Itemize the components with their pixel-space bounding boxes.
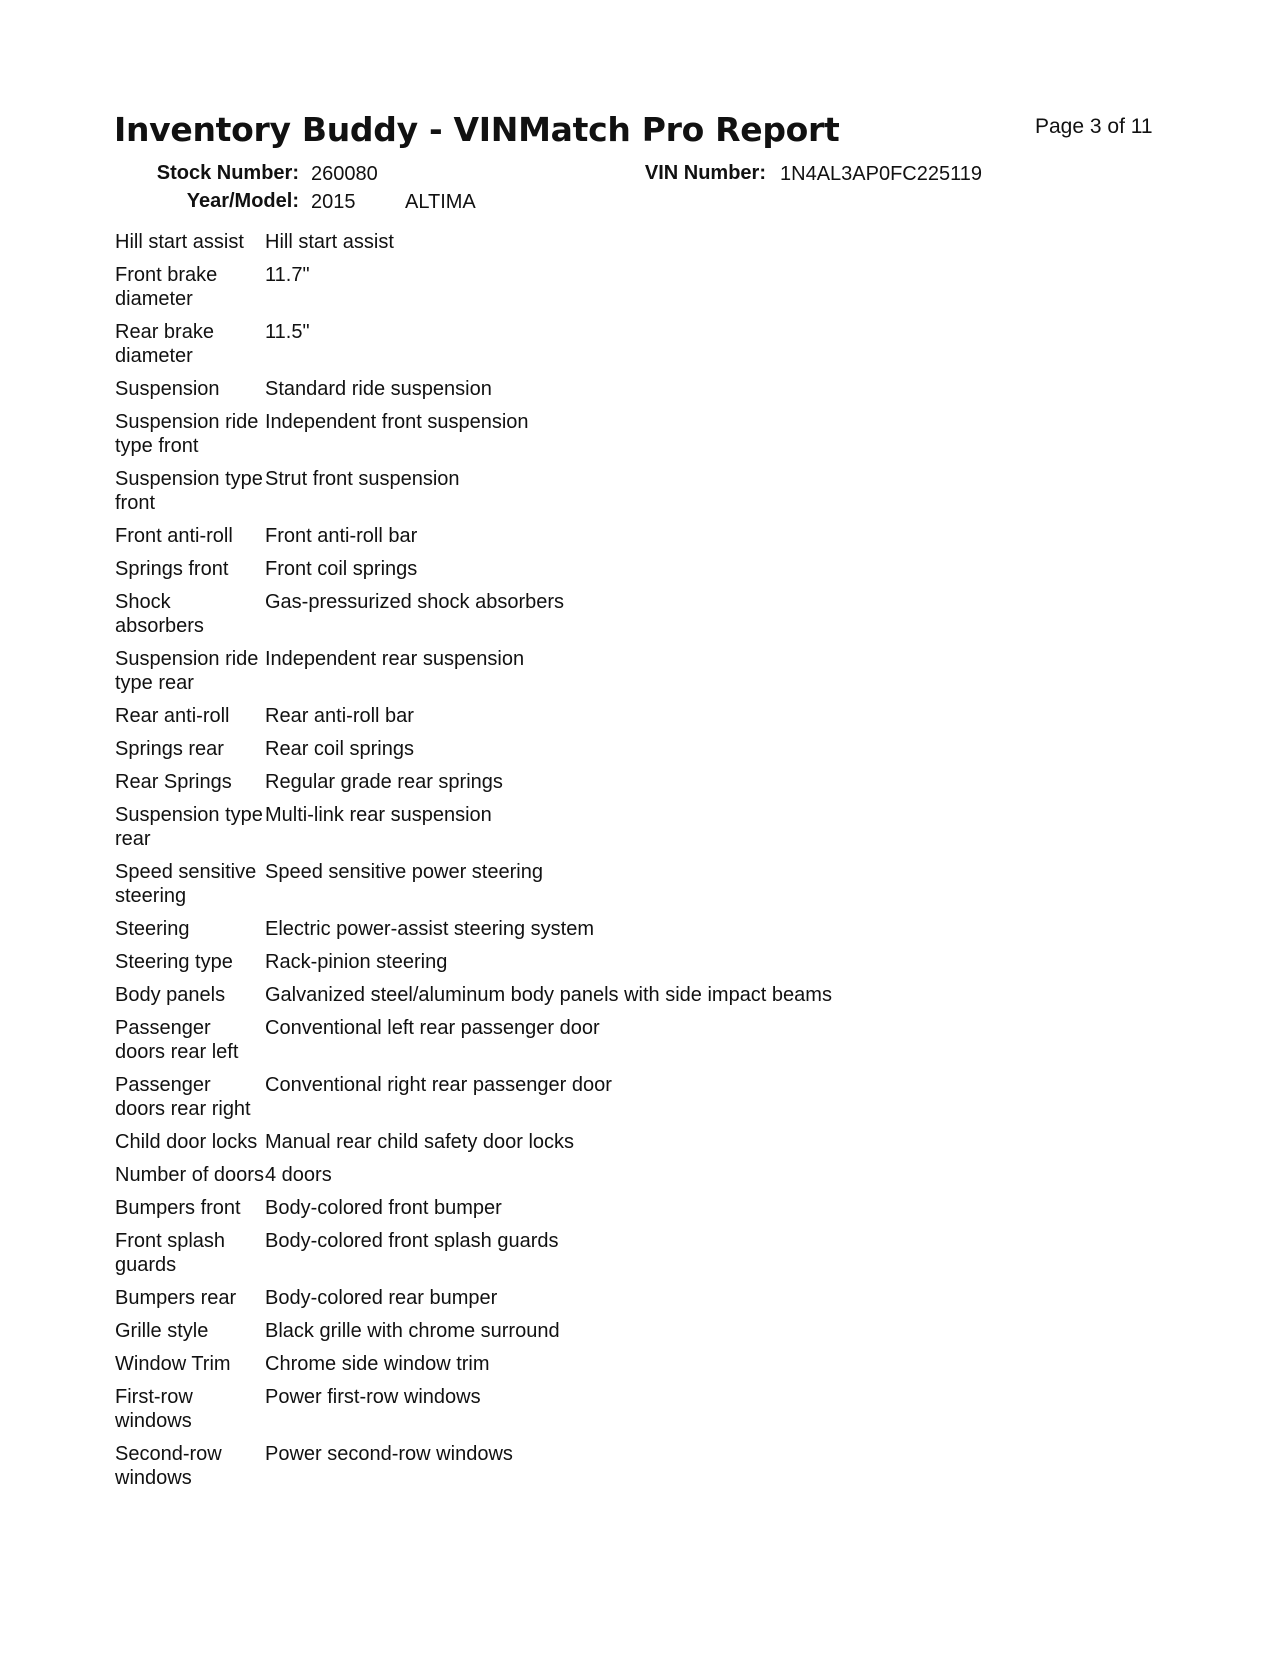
page-number: Page 3 of 11 [1035,115,1153,138]
year-value: 2015 [311,191,356,213]
spec-row [115,1442,1175,1499]
spec-row [115,860,1175,917]
spec-value: Standard ride suspension [265,378,492,400]
spec-label: Speed sensitive steering [115,861,257,907]
spec-value: Rack-pinion steering [265,951,448,973]
spec-label: Bumpers front [115,1197,241,1219]
year-model-label: Year/Model: [186,190,299,212]
spec-row [115,1016,1175,1073]
spec-value: Hill start assist [265,231,394,253]
spec-row [115,647,1175,704]
spec-row [115,737,1175,770]
spec-value: Power second-row windows [265,1443,513,1465]
spec-label: Passenger doors rear left [115,1017,239,1063]
spec-label: Front anti-roll [115,525,233,547]
spec-label: Suspension [115,378,220,400]
spec-value: Gas-pressurized shock absorbers [265,591,565,613]
spec-row [115,917,1175,950]
vin-number-value: 1N4AL3AP0FC225119 [780,163,982,185]
spec-row [115,983,1175,1016]
spec-value: Body-colored front bumper [265,1197,502,1219]
spec-value: Multi-link rear suspension [265,804,492,826]
spec-row [115,1073,1175,1130]
spec-value: Conventional right rear passenger door [265,1074,612,1096]
stock-number-value: 260080 [311,163,378,185]
spec-row [115,263,1175,320]
spec-row [115,1286,1175,1319]
spec-value: Speed sensitive power steering [265,861,543,883]
spec-row [115,1229,1175,1286]
spec-value: Rear coil springs [265,738,414,760]
spec-value: Strut front suspension [265,468,460,490]
spec-row [115,557,1175,590]
spec-row [115,590,1175,647]
spec-row [115,1130,1175,1163]
spec-row [115,770,1175,803]
spec-value: 11.5" [265,321,310,343]
vin-number-label: VIN Number: [644,162,766,184]
spec-row [115,524,1175,557]
model-value: ALTIMA [405,191,476,213]
spec-table [115,230,1175,1499]
spec-row [115,377,1175,410]
spec-label: Springs rear [115,738,224,760]
spec-value: Independent front suspension [265,411,529,433]
spec-label: Springs front [115,558,229,580]
spec-label: Passenger doors rear right [115,1074,251,1120]
spec-value: 4 doors [265,1164,332,1186]
spec-value: Manual rear child safety door locks [265,1131,575,1153]
spec-row [115,230,1175,263]
spec-value: Front anti-roll bar [265,525,418,547]
spec-value: Body-colored front splash guards [265,1230,559,1252]
spec-value: Rear anti-roll bar [265,705,414,727]
spec-label: First-row windows [115,1386,193,1432]
spec-label: Suspension ride type rear [115,648,259,694]
spec-value: Conventional left rear passenger door [265,1017,600,1039]
spec-label: Child door locks [115,1131,258,1153]
spec-label: Grille style [115,1320,209,1342]
spec-label: Hill start assist [115,231,244,253]
spec-value: Independent rear suspension [265,648,525,670]
spec-label: Suspension type rear [115,804,263,850]
spec-label: Rear anti-roll [115,705,230,727]
spec-label: Window Trim [115,1353,231,1375]
spec-row [115,1196,1175,1229]
spec-row [115,1352,1175,1385]
spec-row [115,950,1175,983]
spec-label: Body panels [115,984,226,1006]
spec-label: Rear Springs [115,771,232,793]
spec-value: Galvanized steel/aluminum body panels with side impact beams [265,984,832,1006]
spec-label: Shock absorbers [115,591,204,637]
spec-label: Number of doors [115,1164,264,1186]
spec-value: 11.7" [265,264,310,286]
spec-row [115,1163,1175,1196]
spec-row [115,410,1175,467]
spec-value: Electric power-assist steering system [265,918,594,940]
spec-label: Suspension type front [115,468,263,514]
spec-row [115,320,1175,377]
spec-label: Front splash guards [115,1230,226,1276]
stock-number-label: Stock Number: [156,162,299,184]
spec-row [115,803,1175,860]
spec-value: Chrome side window trim [265,1353,490,1375]
spec-value: Body-colored rear bumper [265,1287,498,1309]
spec-value: Black grille with chrome surround [265,1320,560,1342]
spec-label: Rear brake diameter [115,321,214,367]
spec-label: Bumpers rear [115,1287,237,1309]
spec-row [115,467,1175,524]
spec-label: Steering [115,918,190,940]
spec-label: Steering type [115,951,233,973]
spec-value: Power first-row windows [265,1386,481,1408]
spec-value: Regular grade rear springs [265,771,503,793]
spec-value: Front coil springs [265,558,418,580]
spec-label: Second-row windows [115,1443,222,1489]
spec-row [115,1385,1175,1442]
spec-row [115,1319,1175,1352]
report-title: Inventory Buddy - VINMatch Pro Report [114,110,840,149]
spec-row [115,704,1175,737]
spec-label: Suspension ride type front [115,411,259,457]
spec-label: Front brake diameter [115,264,218,310]
